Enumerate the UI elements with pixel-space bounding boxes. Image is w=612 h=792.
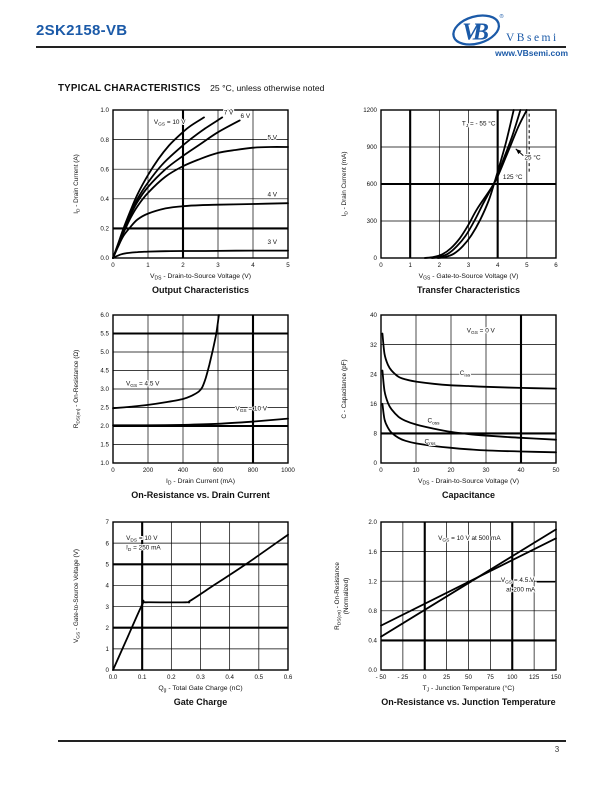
x-axis-label: $T_J$ - Junction Temperature (°C) xyxy=(422,685,515,694)
svg-text:5: 5 xyxy=(105,561,109,569)
svg-text:5: 5 xyxy=(286,262,290,269)
chart-title: Gate Charge xyxy=(173,696,228,707)
svg-text:VGS = 4.5 V: $V_{GS} = 4.5$ V xyxy=(500,576,535,586)
footer-rule xyxy=(58,740,566,742)
gate-charge-plot xyxy=(58,512,310,684)
chart-on-resistance-vs-junction-temperature xyxy=(326,512,578,707)
capacitance-plot xyxy=(326,305,578,477)
x-axis-label: $V_{DS}$ - Drain-to-Source Voltage (V) xyxy=(149,273,252,282)
svg-text:ID - Drain Current (mA): $I_D$ - Drain Current (mA) xyxy=(341,151,350,217)
svg-text:RDS(on) - On-Resistance (Ω): $R_{DS(on)}$ - On-Resistance (Ω) xyxy=(73,349,82,429)
svg-text:0.1: 0.1 xyxy=(137,674,147,681)
svg-text:5.0: 5.0 xyxy=(100,349,109,357)
svg-text:VGS = 10 V: $V_{GS} = 10$ V xyxy=(235,405,268,415)
svg-text:1: 1 xyxy=(408,262,412,269)
svg-text:24: 24 xyxy=(370,371,377,379)
svg-text:4.5: 4.5 xyxy=(100,367,109,375)
svg-text:1: 1 xyxy=(146,262,150,269)
svg-text:3: 3 xyxy=(105,603,109,611)
chart-title: Output Characteristics xyxy=(151,284,250,295)
svg-text:32: 32 xyxy=(370,341,377,349)
svg-text:4: 4 xyxy=(251,262,255,269)
svg-text:Crss: $C_{rss}$ xyxy=(424,438,436,447)
svg-text:0: 0 xyxy=(105,667,109,675)
svg-text:1.0: 1.0 xyxy=(100,107,109,115)
svg-text:3: 3 xyxy=(466,262,471,269)
svg-text:3: 3 xyxy=(216,262,220,269)
registered-mark: ® xyxy=(499,13,504,20)
svg-text:0.4: 0.4 xyxy=(368,637,377,645)
section-heading xyxy=(58,78,324,96)
svg-text:25: 25 xyxy=(443,674,451,681)
chart-title: Transfer Characteristics xyxy=(416,284,521,295)
svg-text:0.0: 0.0 xyxy=(108,674,118,681)
svg-text:at 200 mA: at 200 mA xyxy=(506,586,536,594)
svg-text:0.8: 0.8 xyxy=(100,136,109,144)
svg-text:1.5: 1.5 xyxy=(100,441,109,449)
svg-text:0.0: 0.0 xyxy=(368,667,377,675)
svg-text:1.0: 1.0 xyxy=(100,460,109,468)
svg-text:8: 8 xyxy=(373,430,377,438)
transfer-characteristics-plot xyxy=(326,100,578,272)
svg-text:VGS = 0 V: $V_{GS} = 0$ V xyxy=(466,327,495,336)
svg-text:TJ = - 55 °C: $T_J$ = - 55 °C xyxy=(461,120,496,130)
svg-text:4 V: 4 V xyxy=(267,191,278,199)
svg-text:ID = 250 mA: $I_D = 250$ mA xyxy=(126,544,161,554)
svg-text:0: 0 xyxy=(373,460,377,468)
svg-text:2.5: 2.5 xyxy=(100,404,109,412)
svg-text:4: 4 xyxy=(495,262,500,269)
svg-text:40: 40 xyxy=(517,467,525,474)
svg-text:200: 200 xyxy=(142,467,154,474)
svg-text:0: 0 xyxy=(373,255,377,263)
svg-text:- 25: - 25 xyxy=(397,674,409,681)
svg-text:3.0: 3.0 xyxy=(100,386,109,394)
svg-text:0.0: 0.0 xyxy=(100,255,109,263)
brand-name: VBsemi xyxy=(506,32,559,44)
chart-output-characteristics xyxy=(58,100,310,295)
vbsemi-logo xyxy=(450,10,568,60)
svg-text:(Normalized): (Normalized) xyxy=(343,577,350,615)
svg-text:600: 600 xyxy=(212,467,224,474)
svg-text:20: 20 xyxy=(447,467,455,474)
chart-title: Capacitance xyxy=(441,489,496,500)
svg-text:50: 50 xyxy=(552,467,560,474)
svg-text:30: 30 xyxy=(482,467,490,474)
svg-text:6: 6 xyxy=(554,262,558,269)
svg-text:0: 0 xyxy=(111,262,115,269)
svg-text:0.2: 0.2 xyxy=(100,225,109,233)
svg-text:0: 0 xyxy=(379,262,383,269)
svg-text:800: 800 xyxy=(247,467,259,474)
svg-text:3 V: 3 V xyxy=(267,238,278,246)
svg-text:0.5: 0.5 xyxy=(254,674,264,681)
brand-url[interactable]: www.VBsemi.com xyxy=(495,48,568,58)
svg-text:150: 150 xyxy=(550,674,562,681)
svg-text:0.4: 0.4 xyxy=(100,196,109,203)
svg-text:1000: 1000 xyxy=(281,467,295,474)
svg-text:125 °C: 125 °C xyxy=(502,174,523,182)
monogram-letters: VB xyxy=(462,18,484,46)
chart-title: On-Resistance vs. Drain Current xyxy=(131,489,270,500)
svg-text:VDS = 10 V: $V_{DS} = 10$ V xyxy=(126,534,158,544)
page-number: 3 xyxy=(554,745,560,754)
svg-text:5 V: 5 V xyxy=(267,134,278,142)
svg-text:1.6: 1.6 xyxy=(368,548,377,556)
svg-text:C - Capacitance (pF): C - Capacitance (pF) xyxy=(341,359,348,419)
svg-text:VGS = 10 V: $V_{GS} = 10$ V xyxy=(153,119,186,128)
svg-text:40: 40 xyxy=(370,312,377,320)
svg-text:1200: 1200 xyxy=(363,107,377,115)
svg-text:300: 300 xyxy=(366,218,377,226)
vb-monogram-icon xyxy=(450,10,506,50)
svg-text:1: 1 xyxy=(105,646,109,654)
section-subtitle: 25 °C, unless otherwise noted xyxy=(210,83,325,93)
svg-text:50: 50 xyxy=(465,674,472,681)
x-axis-label: $I_D$ - Drain Current (mA) xyxy=(166,478,235,487)
svg-text:5.5: 5.5 xyxy=(100,330,109,338)
svg-text:900: 900 xyxy=(366,144,377,152)
svg-text:10: 10 xyxy=(412,467,420,474)
chart-on-resistance-vs-drain-current xyxy=(58,305,310,500)
svg-text:1.2: 1.2 xyxy=(368,578,377,586)
svg-text:0: 0 xyxy=(423,674,427,681)
svg-text:25 °C: 25 °C xyxy=(524,154,541,162)
svg-text:6.0: 6.0 xyxy=(100,312,109,320)
svg-text:VGS = 10 V at 500 mA: $V_{GS} = 10$ V at 500 mA xyxy=(438,534,501,544)
svg-text:125: 125 xyxy=(528,674,540,681)
x-axis-label: $V_{GS}$ - Gate-to-Source Voltage (V) xyxy=(418,273,519,282)
part-number: 2SK2158-VB xyxy=(36,22,128,39)
svg-text:Ciss: $C_{iss}$ xyxy=(459,369,471,379)
chart-transfer-characteristics xyxy=(326,100,578,295)
on-resistance-junction-temperature-plot xyxy=(326,512,578,684)
svg-text:6: 6 xyxy=(105,540,109,548)
svg-text:0.8: 0.8 xyxy=(368,608,377,615)
svg-text:2.0: 2.0 xyxy=(368,519,377,527)
svg-text:2.0: 2.0 xyxy=(100,423,109,431)
svg-text:0: 0 xyxy=(111,467,115,474)
svg-text:75: 75 xyxy=(486,674,494,681)
svg-text:600: 600 xyxy=(366,181,377,189)
svg-text:2: 2 xyxy=(181,262,185,269)
x-axis-label: $Q_g$ - Total Gate Charge (nC) xyxy=(158,685,243,694)
svg-text:0.2: 0.2 xyxy=(167,674,176,681)
svg-text:ID - Drain Current (A): $I_D$ - Drain Current (A) xyxy=(73,154,82,214)
svg-text:0.6: 0.6 xyxy=(283,674,293,681)
svg-text:2: 2 xyxy=(105,624,109,632)
svg-text:RDS(on) - On-Resistance: $R_{DS(on)}$ - On-Resistance xyxy=(334,562,343,630)
svg-text:7 V: 7 V xyxy=(223,109,234,117)
chart-capacitance xyxy=(326,305,578,500)
svg-text:2: 2 xyxy=(437,262,442,269)
svg-text:4: 4 xyxy=(105,582,109,590)
svg-text:5: 5 xyxy=(525,262,529,269)
svg-text:VGS - Gate-to-Source Voltage (: $V_{GS}$ - Gate-to-Source Voltage (V) xyxy=(73,549,82,643)
svg-text:Coss: $C_{oss}$ xyxy=(427,417,440,427)
svg-text:400: 400 xyxy=(177,467,189,474)
svg-text:VGS = 4.5 V: $V_{GS} = 4.5$ V xyxy=(126,380,160,389)
svg-text:7: 7 xyxy=(105,519,109,527)
on-resistance-drain-current-plot xyxy=(58,305,310,477)
x-axis-label: $V_{DS}$ - Drain-to-Source Voltage (V) xyxy=(417,478,520,487)
svg-text:100: 100 xyxy=(507,674,518,681)
chart-gate-charge xyxy=(58,512,310,707)
svg-text:0.6: 0.6 xyxy=(100,166,109,174)
svg-text:- 50: - 50 xyxy=(375,674,387,681)
svg-text:0: 0 xyxy=(379,467,383,474)
svg-text:16: 16 xyxy=(370,401,377,408)
output-characteristics-plot xyxy=(58,100,310,272)
svg-text:0.3: 0.3 xyxy=(196,674,205,681)
chart-title: On-Resistance vs. Junction Temperature xyxy=(381,696,556,707)
svg-text:0.4: 0.4 xyxy=(225,674,234,681)
svg-text:6 V: 6 V xyxy=(240,113,251,121)
section-title: TYPICAL CHARACTERISTICS xyxy=(58,83,201,94)
